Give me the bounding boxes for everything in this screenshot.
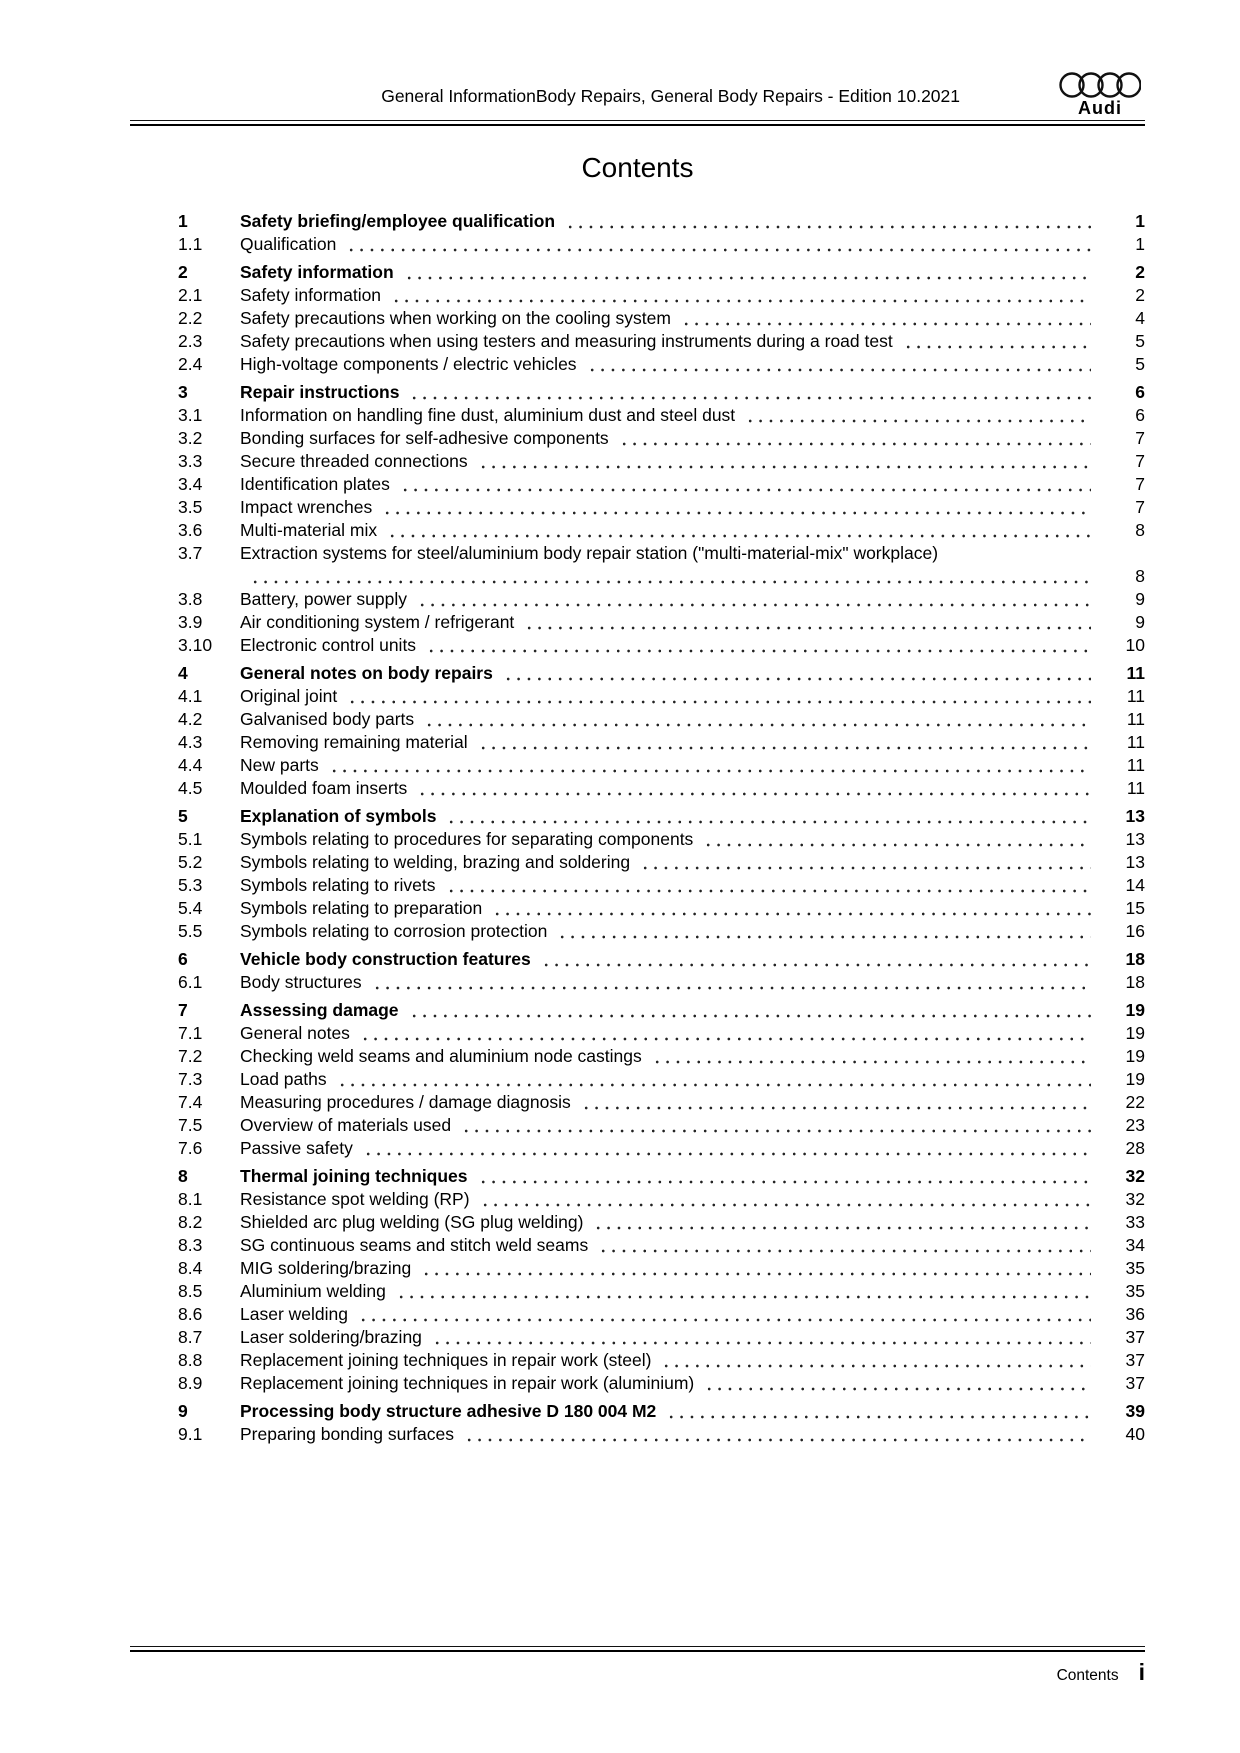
dot-leader bbox=[391, 284, 1091, 307]
toc-entry-page: 37 bbox=[1125, 1373, 1145, 1393]
toc-entry-page: 7 bbox=[1135, 474, 1145, 494]
toc-entry-title: Air conditioning system / refrigerant bbox=[240, 612, 515, 632]
toc-entry-page: 11 bbox=[1126, 755, 1145, 775]
toc-entry-title: Load paths bbox=[240, 1069, 327, 1089]
toc-row bbox=[178, 1400, 1145, 1423]
toc-entry-page: 19 bbox=[1125, 1023, 1145, 1043]
toc-entry-page: 5 bbox=[1135, 354, 1145, 374]
toc-entry-number: 3.1 bbox=[178, 405, 203, 425]
toc-entry-number: 8.6 bbox=[178, 1304, 203, 1324]
toc-entry-number: 3.4 bbox=[178, 474, 203, 494]
dot-leader bbox=[492, 897, 1091, 920]
toc-entry-number: 7.6 bbox=[178, 1138, 203, 1158]
toc-entry-number: 7.2 bbox=[178, 1046, 203, 1066]
toc-entry-title: Symbols relating to preparation bbox=[240, 898, 483, 918]
toc-entry-title: Symbols relating to corrosion protection bbox=[240, 921, 548, 941]
toc-row bbox=[178, 1165, 1145, 1188]
toc-row bbox=[178, 708, 1145, 731]
toc-row bbox=[178, 1211, 1145, 1234]
toc-entry-title: New parts bbox=[240, 755, 319, 775]
toc-entry-title: Repair instructions bbox=[240, 382, 400, 402]
dot-leader bbox=[426, 634, 1091, 657]
toc-row bbox=[178, 1257, 1145, 1280]
toc-row bbox=[178, 427, 1145, 450]
dot-leader bbox=[480, 1188, 1091, 1211]
toc-entry-page: 19 bbox=[1125, 1069, 1145, 1089]
toc-entry-page: 2 bbox=[1135, 262, 1145, 282]
toc-entry-number: 8.1 bbox=[178, 1189, 203, 1209]
toc-entry-title: Bonding surfaces for self-adhesive components bbox=[240, 428, 609, 448]
toc-row bbox=[178, 851, 1145, 874]
toc-entry-number: 8.4 bbox=[178, 1258, 203, 1278]
dot-leader bbox=[619, 427, 1091, 450]
toc-row bbox=[178, 1068, 1145, 1091]
toc-entry-page: 11 bbox=[1126, 686, 1145, 706]
toc-entry-number: 7.3 bbox=[178, 1069, 203, 1089]
toc-entry-page: 32 bbox=[1125, 1189, 1145, 1209]
toc-row bbox=[178, 330, 1145, 353]
toc-entry-title: Shielded arc plug welding (SG plug welding) bbox=[240, 1212, 584, 1232]
dot-leader bbox=[666, 1400, 1091, 1423]
page-title: Contents bbox=[581, 152, 694, 183]
toc-entry-page: 7 bbox=[1135, 497, 1145, 517]
toc-entry-number: 2.3 bbox=[178, 331, 203, 351]
toc-entry-title: Original joint bbox=[240, 686, 338, 706]
toc-entry-title: Multi-material mix bbox=[240, 520, 378, 540]
toc-entry-title: Removing remaining material bbox=[240, 732, 468, 752]
toc-entry-title: Extraction systems for steel/aluminium body repair station ("multi-material-mix" workplace) bbox=[240, 543, 939, 563]
toc-entry-number: 4.4 bbox=[178, 755, 203, 775]
toc-row bbox=[178, 1349, 1145, 1372]
dot-leader bbox=[347, 685, 1091, 708]
toc-entry-number: 6 bbox=[178, 949, 188, 969]
dot-leader bbox=[581, 1091, 1091, 1114]
toc-row bbox=[178, 450, 1145, 473]
toc-entry-title: Identification plates bbox=[240, 474, 390, 494]
toc-row bbox=[178, 1188, 1145, 1211]
toc-entry-number: 4 bbox=[178, 663, 188, 683]
dot-leader bbox=[557, 920, 1091, 943]
toc-entry-page: 6 bbox=[1135, 405, 1145, 425]
toc-entry-number: 7.4 bbox=[178, 1092, 203, 1112]
dot-leader bbox=[446, 874, 1092, 897]
audi-rings-icon bbox=[1059, 72, 1141, 98]
toc-entry-number: 7.5 bbox=[178, 1115, 203, 1135]
dot-leader bbox=[478, 731, 1091, 754]
dot-leader bbox=[598, 1234, 1091, 1257]
toc-entry-number: 7 bbox=[178, 1000, 188, 1020]
dot-leader bbox=[432, 1326, 1091, 1349]
dot-leader bbox=[640, 851, 1091, 874]
dot-leader bbox=[358, 1303, 1091, 1326]
toc-entry-number: 6.1 bbox=[178, 972, 203, 992]
dot-leader bbox=[464, 1423, 1091, 1446]
dot-leader bbox=[346, 233, 1091, 256]
dot-leader bbox=[329, 754, 1091, 777]
toc-row bbox=[178, 948, 1145, 971]
dot-leader bbox=[409, 999, 1091, 1022]
dot-leader bbox=[661, 1349, 1091, 1372]
toc-entry-page: 19 bbox=[1125, 1000, 1145, 1020]
footer-rule bbox=[130, 1646, 1145, 1652]
toc-row bbox=[178, 1234, 1145, 1257]
dot-leader bbox=[421, 1257, 1091, 1280]
toc-entry-page: 11 bbox=[1126, 778, 1145, 798]
toc-entry-page: 13 bbox=[1125, 852, 1145, 872]
toc-entry-page: 40 bbox=[1125, 1424, 1145, 1444]
toc-entry-title: Impact wrenches bbox=[240, 497, 373, 517]
toc-entry-page: 7 bbox=[1135, 451, 1145, 471]
toc-entry-title: Safety information bbox=[240, 262, 394, 282]
toc-entry-page: 4 bbox=[1135, 308, 1145, 328]
toc-row bbox=[178, 805, 1145, 828]
toc-entry-number: 3.9 bbox=[178, 612, 203, 632]
toc-entry-page: 37 bbox=[1125, 1327, 1145, 1347]
dot-leader bbox=[446, 805, 1091, 828]
page-header bbox=[130, 0, 1145, 120]
dot-leader bbox=[652, 1045, 1091, 1068]
toc-entry-title: General notes bbox=[240, 1023, 350, 1043]
toc-entry-page: 15 bbox=[1125, 898, 1145, 918]
toc-entry-number: 1.1 bbox=[178, 234, 203, 254]
page-footer bbox=[130, 1646, 1145, 1686]
footer-label: Contents bbox=[1056, 1667, 1119, 1684]
toc-entry-number: 2 bbox=[178, 262, 188, 282]
toc-entry-title: Moulded foam inserts bbox=[240, 778, 408, 798]
toc-row bbox=[178, 611, 1145, 634]
toc-entry-title: Battery, power supply bbox=[240, 589, 407, 609]
dot-leader bbox=[372, 971, 1091, 994]
toc-entry-title: Safety precautions when working on the cooling system bbox=[240, 308, 671, 328]
toc-row bbox=[178, 874, 1145, 897]
toc-entry-title: Electronic control units bbox=[240, 635, 417, 655]
toc-entry-number: 4.2 bbox=[178, 709, 203, 729]
toc-entry-number: 3.5 bbox=[178, 497, 203, 517]
toc-entry-title: Safety briefing/employee qualification bbox=[240, 211, 556, 231]
toc-row bbox=[178, 233, 1145, 256]
toc-entry-title: Processing body structure adhesive D 180 004 M2 bbox=[240, 1401, 657, 1421]
toc-entry-page: 11 bbox=[1126, 709, 1145, 729]
toc-entry-page: 18 bbox=[1125, 972, 1145, 992]
toc-entry-page: 1 bbox=[1135, 234, 1145, 254]
toc-entry-title: Body structures bbox=[240, 972, 362, 992]
toc-entry-page: 9 bbox=[1135, 589, 1145, 609]
toc-entry-title: Vehicle body construction features bbox=[240, 949, 531, 969]
toc-entry-number: 8.5 bbox=[178, 1281, 203, 1301]
toc-entry-title: Preparing bonding surfaces bbox=[240, 1424, 455, 1444]
toc-row bbox=[178, 1303, 1145, 1326]
toc-row bbox=[178, 1280, 1145, 1303]
toc-entry-page: 35 bbox=[1125, 1281, 1145, 1301]
toc-row bbox=[178, 210, 1145, 233]
toc-row bbox=[178, 496, 1145, 519]
toc-row bbox=[178, 1137, 1145, 1160]
toc-entry-page: 16 bbox=[1125, 921, 1145, 941]
dot-leader bbox=[417, 777, 1091, 800]
toc-row bbox=[178, 284, 1145, 307]
toc-entry-number: 8.8 bbox=[178, 1350, 203, 1370]
toc-entry-page: 11 bbox=[1126, 663, 1145, 683]
toc-row bbox=[178, 920, 1145, 943]
toc-entry-page: 28 bbox=[1125, 1138, 1145, 1158]
dot-leader bbox=[409, 381, 1091, 404]
toc-entry-title: Replacement joining techniques in repair work (steel) bbox=[240, 1350, 652, 1370]
toc-entry-page: 22 bbox=[1125, 1092, 1145, 1112]
toc-entry-title: Passive safety bbox=[240, 1138, 353, 1158]
toc-entry-number: 3.2 bbox=[178, 428, 203, 448]
toc-entry-number: 3 bbox=[178, 382, 188, 402]
toc-row bbox=[178, 1114, 1145, 1137]
dot-leader bbox=[703, 828, 1091, 851]
toc-entry-number: 3.7 bbox=[178, 543, 203, 563]
toc-entry-page: 2 bbox=[1135, 285, 1145, 305]
toc-entry-number: 8.9 bbox=[178, 1373, 203, 1393]
toc-entry-number: 5.3 bbox=[178, 875, 203, 895]
toc-entry-page: 36 bbox=[1125, 1304, 1145, 1324]
toc-entry-number: 4.3 bbox=[178, 732, 203, 752]
toc-row-continuation bbox=[178, 565, 1145, 588]
toc-entry-title: Symbols relating to procedures for separating components bbox=[240, 829, 694, 849]
toc-row bbox=[178, 897, 1145, 920]
audi-logo bbox=[1055, 72, 1145, 120]
toc-entry-page: 8 bbox=[1135, 520, 1145, 540]
toc-row bbox=[178, 634, 1145, 657]
toc-entry-number: 8.7 bbox=[178, 1327, 203, 1347]
toc-entry-title: Laser welding bbox=[240, 1304, 348, 1324]
toc-row bbox=[178, 353, 1145, 376]
toc-entry-page: 6 bbox=[1135, 382, 1145, 402]
toc-row bbox=[178, 777, 1145, 800]
toc-row bbox=[178, 1022, 1145, 1045]
toc-entry-number: 3.8 bbox=[178, 589, 203, 609]
dot-leader bbox=[903, 330, 1091, 353]
toc-entry-page: 34 bbox=[1125, 1235, 1145, 1255]
toc-row bbox=[178, 662, 1145, 685]
toc-entry-page: 9 bbox=[1135, 612, 1145, 632]
dot-leader bbox=[387, 519, 1091, 542]
dot-leader bbox=[541, 948, 1091, 971]
dot-leader bbox=[396, 1280, 1091, 1303]
toc-entry-page: 39 bbox=[1125, 1401, 1145, 1421]
toc-row bbox=[178, 381, 1145, 404]
toc-entry-number: 9 bbox=[178, 1401, 188, 1421]
footer-page-number: i bbox=[1138, 1659, 1145, 1685]
toc-entry-title: Symbols relating to rivets bbox=[240, 875, 436, 895]
toc-entry-page: 35 bbox=[1125, 1258, 1145, 1278]
toc-entry-title: Laser soldering/brazing bbox=[240, 1327, 422, 1347]
toc-entry-title: Safety precautions when using testers and measuring instruments during a road test bbox=[240, 331, 893, 351]
dot-leader bbox=[382, 496, 1091, 519]
toc-entry-number: 4.1 bbox=[178, 686, 203, 706]
toc-entry-number: 4.5 bbox=[178, 778, 203, 798]
toc-row bbox=[178, 754, 1145, 777]
toc-entry-number: 3.10 bbox=[178, 635, 213, 655]
toc-row bbox=[178, 1372, 1145, 1395]
dot-leader bbox=[337, 1068, 1091, 1091]
toc-entry-title: Checking weld seams and aluminium node castings bbox=[240, 1046, 642, 1066]
toc-row bbox=[178, 1091, 1145, 1114]
dot-leader bbox=[704, 1372, 1091, 1395]
toc-row bbox=[178, 588, 1145, 611]
toc-entry-title: Galvanised body parts bbox=[240, 709, 415, 729]
toc-entry-page: 1 bbox=[1135, 211, 1145, 231]
toc-entry-page: 19 bbox=[1125, 1046, 1145, 1066]
toc-entry-title: Symbols relating to welding, brazing and soldering bbox=[240, 852, 631, 872]
dot-leader bbox=[587, 353, 1091, 376]
dot-leader bbox=[503, 662, 1091, 685]
toc-entry-title: MIG soldering/brazing bbox=[240, 1258, 412, 1278]
toc-entry-number: 2.2 bbox=[178, 308, 203, 328]
toc-row bbox=[178, 971, 1145, 994]
toc-row bbox=[178, 828, 1145, 851]
toc-entry-title: Secure threaded connections bbox=[240, 451, 468, 471]
dot-leader bbox=[745, 404, 1091, 427]
toc-entry-page: 18 bbox=[1125, 949, 1145, 969]
header-title: General InformationBody Repairs, General Body Repairs - Edition 10.2021 bbox=[381, 86, 960, 106]
dot-leader bbox=[478, 1165, 1091, 1188]
toc-entry-page: 11 bbox=[1126, 732, 1145, 752]
toc-entry-page: 14 bbox=[1125, 875, 1145, 895]
toc-entry-number: 8.2 bbox=[178, 1212, 203, 1232]
toc-entry-page: 13 bbox=[1125, 829, 1145, 849]
dot-leader bbox=[524, 611, 1091, 634]
audi-wordmark: Audi bbox=[1078, 98, 1122, 118]
toc-entry-title: Resistance spot welding (RP) bbox=[240, 1189, 470, 1209]
toc-entry-number: 9.1 bbox=[178, 1424, 203, 1444]
dot-leader bbox=[363, 1137, 1091, 1160]
toc-entry-title: General notes on body repairs bbox=[240, 663, 493, 683]
toc-entry-title: Replacement joining techniques in repair work (aluminium) bbox=[240, 1373, 695, 1393]
toc-row bbox=[178, 1326, 1145, 1349]
toc-entry-number: 7.1 bbox=[178, 1023, 203, 1043]
toc-entry-title: High-voltage components / electric vehicles bbox=[240, 354, 577, 374]
toc-row bbox=[178, 731, 1145, 754]
toc-entry-page: 37 bbox=[1125, 1350, 1145, 1370]
toc-entry-page: 32 bbox=[1125, 1166, 1145, 1186]
toc-entry-title: Assessing damage bbox=[240, 1000, 399, 1020]
toc-entry-page: 13 bbox=[1125, 806, 1145, 826]
dot-leader bbox=[404, 261, 1091, 284]
header-rule bbox=[130, 120, 1145, 126]
toc-row bbox=[178, 519, 1145, 542]
dot-leader bbox=[424, 708, 1091, 731]
toc-entry-page: 5 bbox=[1135, 331, 1145, 351]
toc-entry-title: Overview of materials used bbox=[240, 1115, 452, 1135]
dot-leader bbox=[250, 565, 1091, 588]
toc-row bbox=[178, 404, 1145, 427]
dot-leader bbox=[360, 1022, 1091, 1045]
toc-entry-title: Thermal joining techniques bbox=[240, 1166, 468, 1186]
dot-leader bbox=[417, 588, 1091, 611]
toc-entry-number: 5.1 bbox=[178, 829, 203, 849]
toc-entry-title: Measuring procedures / damage diagnosis bbox=[240, 1092, 571, 1112]
toc-entry-number: 1 bbox=[178, 211, 188, 231]
dot-leader bbox=[461, 1114, 1091, 1137]
toc-row bbox=[178, 261, 1145, 284]
toc-row bbox=[178, 1045, 1145, 1068]
toc-row bbox=[178, 542, 1145, 565]
toc-entry-title: Information on handling fine dust, aluminium dust and steel dust bbox=[240, 405, 736, 425]
toc-list bbox=[130, 210, 1145, 1446]
dot-leader bbox=[478, 450, 1091, 473]
toc-row bbox=[178, 685, 1145, 708]
dot-leader bbox=[681, 307, 1091, 330]
toc-entry-title: Aluminium welding bbox=[240, 1281, 386, 1301]
toc-entry-page: 8 bbox=[1135, 566, 1145, 586]
toc-row bbox=[178, 999, 1145, 1022]
toc-entry-number: 5.5 bbox=[178, 921, 203, 941]
toc-row bbox=[178, 473, 1145, 496]
toc-entry-number: 8 bbox=[178, 1166, 188, 1186]
toc-entry-page: 7 bbox=[1135, 428, 1145, 448]
toc-entry-number: 2.1 bbox=[178, 285, 203, 305]
toc-entry-title: Qualification bbox=[240, 234, 337, 254]
toc-entry-number: 3.6 bbox=[178, 520, 203, 540]
toc-entry-title: SG continuous seams and stitch weld seams bbox=[240, 1235, 589, 1255]
toc-entry-number: 3.3 bbox=[178, 451, 203, 471]
toc-entry-title: Safety information bbox=[240, 285, 382, 305]
dot-leader bbox=[593, 1211, 1091, 1234]
toc-entry-page: 33 bbox=[1125, 1212, 1145, 1232]
dot-leader bbox=[400, 473, 1091, 496]
toc-entry-number: 5 bbox=[178, 806, 188, 826]
dot-leader bbox=[565, 210, 1091, 233]
toc-entry-number: 2.4 bbox=[178, 354, 203, 374]
toc-entry-number: 5.4 bbox=[178, 898, 203, 918]
toc-entry-page: 23 bbox=[1125, 1115, 1145, 1135]
toc-row bbox=[178, 1423, 1145, 1446]
toc-entry-page: 10 bbox=[1125, 635, 1145, 655]
toc-entry-number: 5.2 bbox=[178, 852, 203, 872]
toc-row bbox=[178, 307, 1145, 330]
toc-entry-number: 8.3 bbox=[178, 1235, 203, 1255]
toc-entry-title: Explanation of symbols bbox=[240, 806, 437, 826]
